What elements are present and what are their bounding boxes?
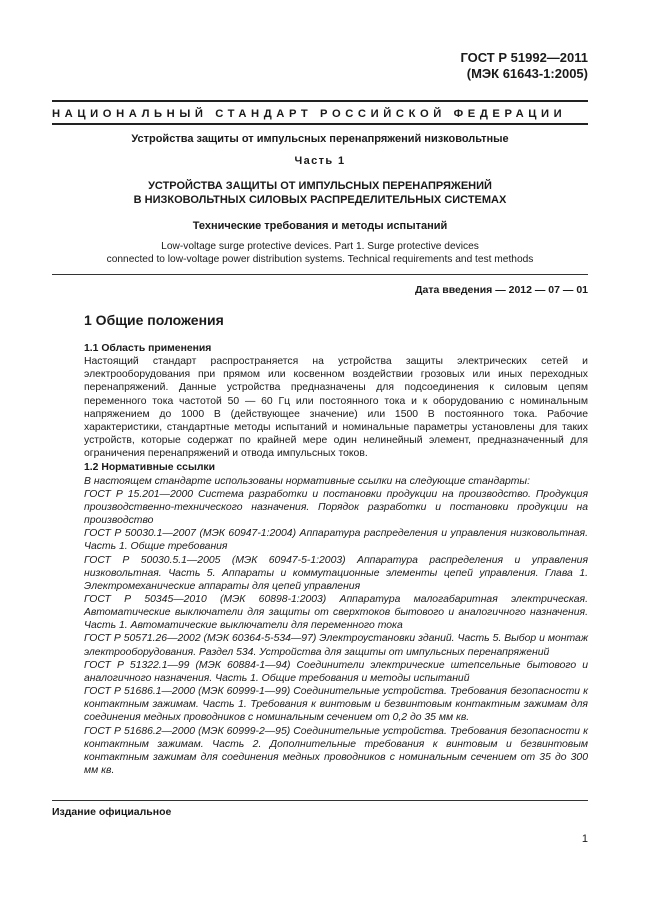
page-number: 1	[581, 833, 588, 845]
iec-number: (МЭК 61643-1:2005)	[466, 66, 588, 81]
national-standard-banner: НАЦИОНАЛЬНЫЙ СТАНДАРТ РОССИЙСКОЙ ФЕДЕРАЦИИ	[52, 108, 567, 120]
ref-item: ГОСТ Р 51686.1—2000 (МЭК 60999-1—99) Соединительные устройства. Требования безопасности к контактным зажимам. Часть 1. Требования к винтовым и безвинтовым контактным зажимам для соединения медных проводников с номинальным сечением от 0,2 до 35 мм кв.	[84, 686, 588, 724]
document-main-title	[52, 179, 588, 207]
ref-item: ГОСТ Р 50030.1—2007 (МЭК 60947-1:2004) Аппаратура распределения и управления низковольтная. Часть 1. Общие требования	[84, 528, 588, 553]
ref-item: ГОСТ Р 50345—2010 (МЭК 60898-1:2003) Аппаратура малогабаритная электрическая. Автоматические выключатели для защиты от сверхтоков бытового и аналогичного назначения. Часть 1. Автоматические выключатели для переменного тока	[84, 593, 588, 632]
scope-paragraph: Настоящий стандарт распространяется на устройства защиты электрических сетей и электрооборудования при прямом или косвенном воздействии грозовых или иных переходных перенапряжений. Данные устройства предназначены для подсоединения к силовым цепям переменного тока частотой 50 — 60 Гц или постоянного тока и к оборудованию с номинальным напряжением до 1000 В (действующее значение) или 1500 В постоянного тока. Рабочие характеристики, стандартные методы испытаний и номинальные параметры установлены для таких устройств, которые содержат по крайней мере один нелинейный элемент, предназначенный для ограничения перенапряжений и отвода импульсных токов.	[84, 356, 588, 460]
introduction-date: Дата введения — 2012 — 07 — 01	[415, 284, 588, 296]
scope-heading: 1.1 Область применения	[84, 343, 212, 354]
footer-rule	[52, 800, 588, 801]
english-title	[52, 240, 588, 266]
top-rule	[52, 100, 588, 102]
standard-designation	[460, 50, 588, 82]
document-subtitle: Устройства защиты от импульсных перенапряжений низковольтные	[131, 133, 509, 145]
ref-item: ГОСТ Р 15.201—2000 Система разработки и постановки продукции на производство. Продукция производственно-технического назначения. Порядок разработки и постановки продукции на производство	[84, 488, 588, 527]
main-title-line: В НИЗКОВОЛЬТНЫХ СИЛОВЫХ РАСПРЕДЕЛИТЕЛЬНЫХ СИСТЕМАХ	[133, 194, 507, 206]
document-tech-title: Технические требования и методы испытаний	[192, 220, 448, 232]
main-title-line: УСТРОЙСТВА ЗАЩИТЫ ОТ ИМПУЛЬСНЫХ ПЕРЕНАПРЯЖЕНИЙ	[148, 180, 492, 192]
english-title-line: connected to low-voltage power distribution systems. Technical requirements and test methods	[106, 254, 534, 265]
ref-item: ГОСТ Р 51322.1—99 (МЭК 60884-1—94) Соединители электрические штепсельные бытового и аналогичного назначения. Часть 1. Общие требования и методы испытаний	[84, 659, 588, 684]
section-title: 1 Общие положения	[84, 312, 224, 328]
body-text	[84, 341, 588, 777]
ref-item: ГОСТ Р 51686.2—2000 (МЭК 60999-2—95) Соединительные устройства. Требования безопасности к контактным зажимам. Часть 2. Дополнительные требования к винтовым и безвинтовым контактным зажимам для соединения медных проводников с номинальным сечением от 35 до 300 мм кв.	[84, 725, 588, 776]
document-part: Часть 1	[294, 155, 346, 167]
english-title-line: Low-voltage surge protective devices. Part 1. Surge protective devices	[161, 241, 479, 252]
ref-item: ГОСТ Р 50030.5.1—2005 (МЭК 60947-5-1:2003) Аппаратура распределения и управления низковольтная. Часть 5. Аппараты и коммутационные элементы цепей управления. Глава 1. Электромеханические аппараты для цепей управления	[84, 554, 588, 592]
official-edition-label: Издание официальное	[52, 806, 172, 818]
banner-rule	[52, 123, 588, 125]
title-rule	[52, 274, 588, 275]
refs-intro: В настоящем стандарте использованы нормативные ссылки на следующие стандарты:	[84, 475, 530, 487]
refs-heading: 1.2 Нормативные ссылки	[84, 462, 216, 474]
gost-number: ГОСТ Р 51992—2011	[460, 50, 588, 65]
ref-item: ГОСТ Р 50571.26—2002 (МЭК 60364-5-534—97) Электроустановки зданий. Часть 5. Выбор и монтаж электрооборудования. Раздел 534. Устройства для защиты от импульсных перенапряжений	[84, 633, 588, 658]
